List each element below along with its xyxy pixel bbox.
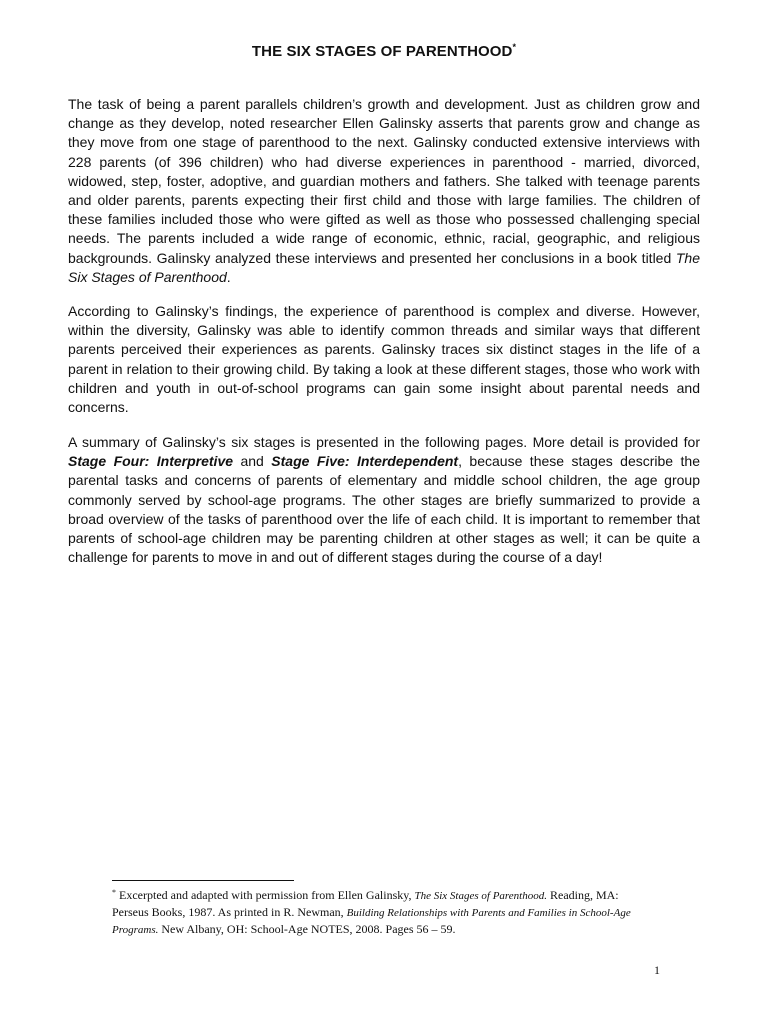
page-title xyxy=(0,42,768,60)
page-number: 1 xyxy=(654,963,660,977)
paragraph-3-start: A summary of Galinsky’s six stages is presented in the following pages. More detail is provided for xyxy=(68,434,700,450)
title-text: THE SIX STAGES OF PARENTHOOD xyxy=(251,43,513,60)
footnote-text-2: Reading, MA: Perseus Books, 1987. As printed in R. Newman, xyxy=(112,888,619,919)
footnote-marker: * xyxy=(112,888,116,897)
footnote-book-2: Building Relationships with Parents and Families in School-Age Programs. xyxy=(112,907,631,936)
paragraph-3 xyxy=(68,433,700,567)
footnote-text-1: Excerpted and adapted with permission from Ellen Galinsky, xyxy=(116,888,415,902)
footnote-divider xyxy=(112,880,294,881)
stage-five-label: Stage Five: Interdependent xyxy=(271,453,459,470)
footnote-text-3: New Albany, OH: School-Age NOTES, 2008. Pages 56 – 59. xyxy=(158,922,456,936)
book-title: The Six Stages of Parenthood xyxy=(68,249,700,285)
and-word: and xyxy=(233,453,272,470)
footnote xyxy=(112,885,652,938)
stage-four-label: Stage Four: Interpretive xyxy=(68,453,234,470)
paragraph-3-end: , because these stages describe the parental tasks and concerns of parents of elementary and middle school children, the age group commonly served by school-age programs. The other stages are briefly summarized to provide a broad overview of the tasks of parenthood over the life of each child. It is important to remember that parents of school-age children may be parenting children at other stages as well; it can be quite a challenge for parents to move in and out of different stages during the course of a day! xyxy=(68,453,701,566)
paragraph-1 xyxy=(68,95,700,287)
footnote-book-1: The Six Stages of Parenthood. xyxy=(414,890,547,902)
title-footnote-marker: * xyxy=(512,42,517,52)
paragraph-1-end: . xyxy=(226,268,231,285)
paragraph-2: According to Galinsky’s findings, the experience of parenthood is complex and diverse. However, within the diversity, Galinsky was able to identify common threads and similar ways that different parents perceived their experiences as parents. Galinsky traces six distinct stages in the life of a parent in relation to their growing child. By taking a look at these different stages, those who work with children and youth in out-of-school programs can gain some insight about parental needs and concerns. xyxy=(68,303,700,416)
paragraph-1-text: The task of being a parent parallels children’s growth and development. Just as children grow and change as they develop, noted researcher Ellen Galinsky asserts that parents grow and change as they move from one stage of parenthood to the next. Galinsky conducted extensive interviews with 228 parents (of 396 children) who had diverse experiences in parenthood - married, divorced, widowed, step, foster, adoptive, and guardian mothers and fathers. She talked with teenage parents and older parents, parents expecting their first child and those with large families. The children of these families included those who were gifted as well as those who possessed challenging special needs. The parents included a wide range of economic, ethnic, racial, geographic, and religious backgrounds. Galinsky analyzed these interviews and presented her conclusions in a book titled xyxy=(68,96,700,266)
